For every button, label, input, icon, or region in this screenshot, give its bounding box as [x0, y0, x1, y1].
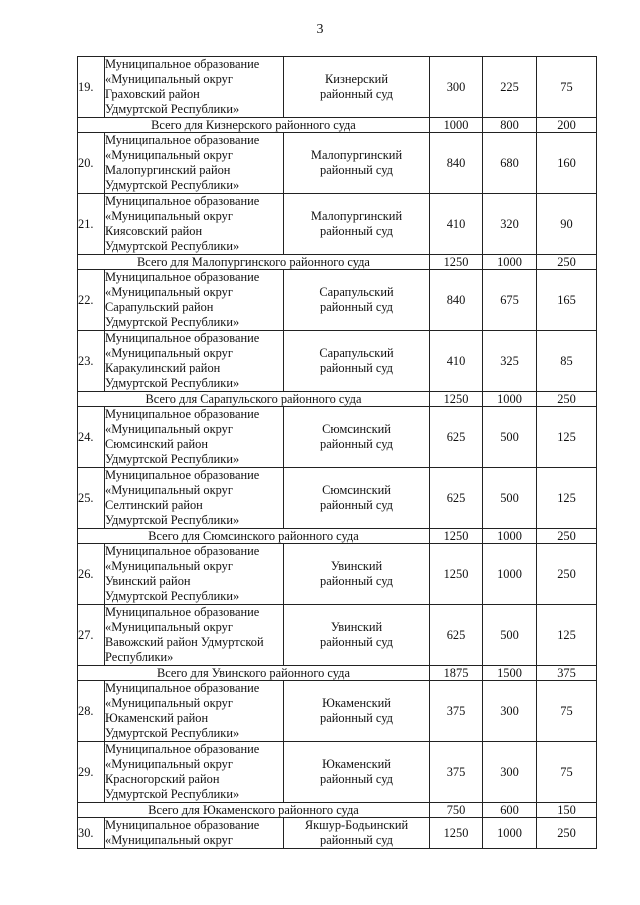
municipality-line: Сарапульский район	[105, 300, 214, 314]
court-line: районный суд	[320, 437, 393, 451]
table-body	[78, 57, 597, 849]
row-number: 22.	[78, 270, 105, 331]
municipality-line: Муниципальное образование	[105, 818, 260, 832]
row-number: 21.	[78, 194, 105, 255]
value-cell-1: 410	[430, 194, 483, 255]
municipality-line: Удмуртской Республики»	[105, 178, 240, 192]
court-line: районный суд	[320, 711, 393, 725]
value-cell-1: 840	[430, 270, 483, 331]
municipality-line: Муниципальное образование	[105, 468, 260, 482]
allocation-table	[77, 56, 597, 849]
municipality-line: «Муниципальный округ	[105, 559, 233, 573]
table-row	[78, 133, 597, 194]
court-line: районный суд	[320, 498, 393, 512]
value-cell-3: 125	[537, 407, 597, 468]
value-cell-2: 1000	[483, 392, 537, 407]
table-row	[78, 194, 597, 255]
court-line: районный суд	[320, 574, 393, 588]
row-number: 24.	[78, 407, 105, 468]
value-cell-2: 680	[483, 133, 537, 194]
value-cell-1: 300	[430, 57, 483, 118]
municipality-line: «Муниципальный округ	[105, 72, 233, 86]
value-cell-3: 250	[537, 544, 597, 605]
municipality-line: Удмуртской Республики»	[105, 102, 240, 116]
total-row	[78, 118, 597, 133]
value-cell-2: 1000	[483, 818, 537, 849]
value-cell-3: 375	[537, 666, 597, 681]
court-cell	[284, 194, 430, 255]
value-cell-2: 300	[483, 742, 537, 803]
table-row	[78, 681, 597, 742]
value-cell-3: 85	[537, 331, 597, 392]
court-line: районный суд	[320, 224, 393, 238]
municipality-line: Муниципальное образование	[105, 605, 260, 619]
court-line: Увинский	[330, 559, 383, 573]
municipality-line: Удмуртской Республики»	[105, 787, 240, 801]
value-cell-2: 500	[483, 407, 537, 468]
court-line: Увинский	[330, 620, 383, 634]
value-cell-1: 840	[430, 133, 483, 194]
row-number: 28.	[78, 681, 105, 742]
total-label: Всего для Увинского районного суда	[78, 666, 430, 681]
value-cell-2: 500	[483, 605, 537, 666]
total-row	[78, 666, 597, 681]
court-line: районный суд	[320, 300, 393, 314]
municipality-line: Муниципальное образование	[105, 681, 260, 695]
value-cell-3: 165	[537, 270, 597, 331]
value-cell-1: 625	[430, 605, 483, 666]
value-cell-1: 625	[430, 407, 483, 468]
total-label: Всего для Кизнерского районного суда	[78, 118, 430, 133]
table-row	[78, 57, 597, 118]
municipality-line: Муниципальное образование	[105, 331, 260, 345]
municipality-line: «Муниципальный округ	[105, 148, 233, 162]
table-row	[78, 468, 597, 529]
court-line: Кизнерский	[325, 72, 388, 86]
page-number: 3	[316, 22, 324, 37]
municipality-line: «Муниципальный округ	[105, 209, 233, 223]
value-cell-2: 320	[483, 194, 537, 255]
municipality-line: Удмуртской Республики»	[105, 376, 240, 390]
value-cell-2: 1000	[483, 255, 537, 270]
municipality-line: Каракулинский район	[105, 361, 221, 375]
value-cell-3: 75	[537, 57, 597, 118]
value-cell-3: 250	[537, 818, 597, 849]
court-cell	[284, 57, 430, 118]
municipality-line: Муниципальное образование	[105, 407, 260, 421]
municipality-cell	[105, 681, 284, 742]
court-cell	[284, 818, 430, 849]
municipality-line: Удмуртской Республики»	[105, 315, 240, 329]
table-row	[78, 818, 597, 849]
municipality-line: Сюмсинский район	[105, 437, 208, 451]
municipality-line: Граховский район	[105, 87, 200, 101]
municipality-line: Муниципальное образование	[105, 57, 260, 71]
row-number: 29.	[78, 742, 105, 803]
table-row	[78, 331, 597, 392]
row-number: 26.	[78, 544, 105, 605]
value-cell-2: 1000	[483, 544, 537, 605]
value-cell-1: 750	[430, 803, 483, 818]
court-cell	[284, 133, 430, 194]
court-line: районный суд	[320, 87, 393, 101]
table-row	[78, 605, 597, 666]
value-cell-3: 200	[537, 118, 597, 133]
value-cell-3: 250	[537, 255, 597, 270]
municipality-cell	[105, 194, 284, 255]
court-cell	[284, 681, 430, 742]
municipality-line: Муниципальное образование	[105, 194, 260, 208]
court-line: районный суд	[320, 163, 393, 177]
value-cell-3: 250	[537, 392, 597, 407]
court-line: Сюмсинский	[322, 483, 391, 497]
municipality-line: «Муниципальный округ	[105, 696, 233, 710]
value-cell-2: 800	[483, 118, 537, 133]
municipality-line: Селтинский район	[105, 498, 203, 512]
value-cell-2: 225	[483, 57, 537, 118]
court-cell	[284, 407, 430, 468]
municipality-line: «Муниципальный округ	[105, 757, 233, 771]
municipality-line: Вавожский район Удмуртской	[105, 635, 264, 649]
municipality-line: Муниципальное образование	[105, 270, 260, 284]
value-cell-1: 375	[430, 681, 483, 742]
value-cell-3: 75	[537, 742, 597, 803]
value-cell-2: 675	[483, 270, 537, 331]
municipality-line: Малопургинский район	[105, 163, 231, 177]
value-cell-2: 1000	[483, 529, 537, 544]
total-label: Всего для Юкаменского районного суда	[78, 803, 430, 818]
municipality-cell	[105, 270, 284, 331]
total-row	[78, 255, 597, 270]
municipality-line: Удмуртской Республики»	[105, 452, 240, 466]
value-cell-2: 500	[483, 468, 537, 529]
value-cell-2: 600	[483, 803, 537, 818]
value-cell-3: 75	[537, 681, 597, 742]
court-line: Юкаменский	[322, 696, 391, 710]
court-cell	[284, 605, 430, 666]
value-cell-3: 125	[537, 605, 597, 666]
value-cell-1: 1250	[430, 529, 483, 544]
value-cell-2: 325	[483, 331, 537, 392]
value-cell-1: 1250	[430, 818, 483, 849]
court-line: Малопургинский	[310, 148, 403, 162]
court-line: Сарапульский	[319, 346, 394, 360]
value-cell-3: 125	[537, 468, 597, 529]
total-label: Всего для Сюмсинского районного суда	[78, 529, 430, 544]
municipality-line: «Муниципальный округ	[105, 620, 233, 634]
municipality-cell	[105, 818, 284, 849]
municipality-cell	[105, 407, 284, 468]
table-row	[78, 407, 597, 468]
court-cell	[284, 270, 430, 331]
row-number: 30.	[78, 818, 105, 849]
municipality-line: Муниципальное образование	[105, 742, 260, 756]
value-cell-1: 1250	[430, 392, 483, 407]
court-line: Якшур-Бодьинский	[304, 818, 409, 832]
value-cell-2: 1500	[483, 666, 537, 681]
court-cell	[284, 331, 430, 392]
municipality-line: Удмуртской Республики»	[105, 726, 240, 740]
municipality-line: Республики»	[105, 650, 174, 664]
municipality-line: Удмуртской Республики»	[105, 589, 240, 603]
value-cell-1: 625	[430, 468, 483, 529]
municipality-cell	[105, 605, 284, 666]
municipality-line: Муниципальное образование	[105, 544, 260, 558]
municipality-cell	[105, 468, 284, 529]
court-cell	[284, 468, 430, 529]
value-cell-3: 90	[537, 194, 597, 255]
row-number: 19.	[78, 57, 105, 118]
municipality-cell	[105, 133, 284, 194]
municipality-line: «Муниципальный округ	[105, 483, 233, 497]
municipality-line: Красногорский район	[105, 772, 220, 786]
municipality-cell	[105, 331, 284, 392]
municipality-line: «Муниципальный округ	[105, 833, 233, 847]
court-line: Малопургинский	[310, 209, 403, 223]
municipality-line: Киясовский район	[105, 224, 203, 238]
row-number: 25.	[78, 468, 105, 529]
municipality-line: Увинский район	[105, 574, 191, 588]
value-cell-1: 1875	[430, 666, 483, 681]
court-cell	[284, 544, 430, 605]
value-cell-1: 1250	[430, 544, 483, 605]
municipality-line: Удмуртской Республики»	[105, 239, 240, 253]
court-line: Юкаменский	[322, 757, 391, 771]
court-line: районный суд	[320, 361, 393, 375]
municipality-line: Юкаменский район	[105, 711, 209, 725]
total-label: Всего для Сарапульского районного суда	[78, 392, 430, 407]
table-row	[78, 270, 597, 331]
total-row	[78, 529, 597, 544]
table-row	[78, 544, 597, 605]
municipality-line: «Муниципальный округ	[105, 285, 233, 299]
court-line: Сюмсинский	[322, 422, 391, 436]
court-cell	[284, 742, 430, 803]
total-row	[78, 803, 597, 818]
court-line: районный суд	[320, 635, 393, 649]
municipality-cell	[105, 544, 284, 605]
total-label: Всего для Малопургинского районного суда	[78, 255, 430, 270]
municipality-line: «Муниципальный округ	[105, 422, 233, 436]
municipality-line: Удмуртской Республики»	[105, 513, 240, 527]
municipality-line: «Муниципальный округ	[105, 346, 233, 360]
value-cell-2: 300	[483, 681, 537, 742]
court-line: Сарапульский	[319, 285, 394, 299]
municipality-line: Муниципальное образование	[105, 133, 260, 147]
value-cell-3: 150	[537, 803, 597, 818]
row-number: 20.	[78, 133, 105, 194]
municipality-cell	[105, 742, 284, 803]
value-cell-1: 1250	[430, 255, 483, 270]
municipality-cell	[105, 57, 284, 118]
row-number: 27.	[78, 605, 105, 666]
court-line: районный суд	[320, 772, 393, 786]
value-cell-3: 160	[537, 133, 597, 194]
row-number: 23.	[78, 331, 105, 392]
total-row	[78, 392, 597, 407]
court-line: районный суд	[320, 833, 393, 847]
value-cell-1: 410	[430, 331, 483, 392]
value-cell-3: 250	[537, 529, 597, 544]
value-cell-1: 375	[430, 742, 483, 803]
table-row	[78, 742, 597, 803]
value-cell-1: 1000	[430, 118, 483, 133]
